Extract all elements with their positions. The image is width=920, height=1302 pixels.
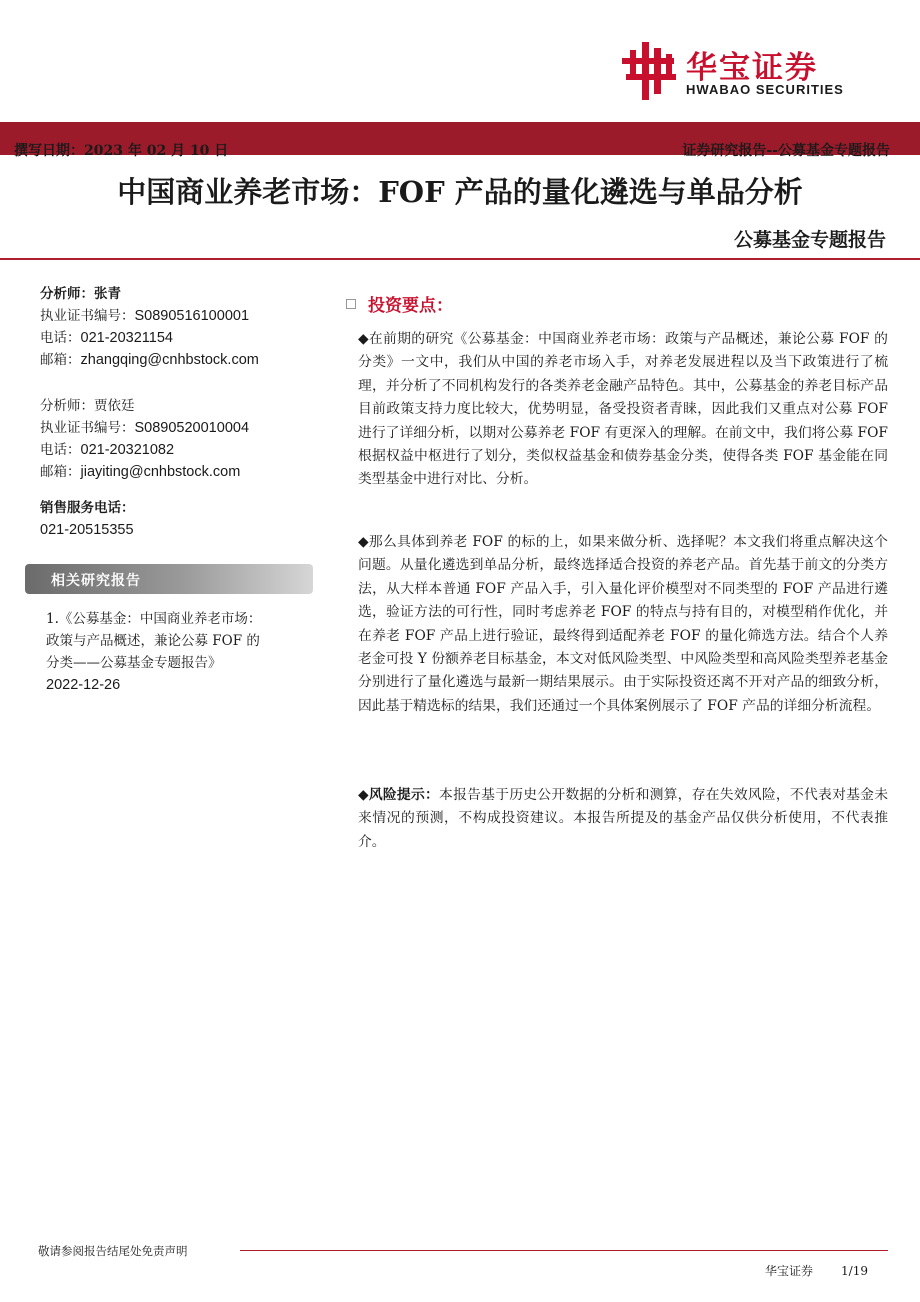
related-research-heading: [25, 564, 313, 594]
diamond-bullet-icon: ◆: [358, 534, 369, 550]
footer-divider: [240, 1250, 888, 1251]
footer-company: 华宝证券: [765, 1264, 814, 1278]
risk-label: 风险提示：: [368, 787, 440, 803]
analyst-2-phone: [40, 439, 320, 461]
report-date: 撰写日期：2023 年 02 月 10 日: [14, 143, 229, 159]
company-logo: [620, 40, 882, 102]
analyst-1-cert: [40, 305, 320, 327]
analyst-1-email: [40, 349, 320, 371]
footer-info: [765, 1262, 868, 1279]
report-title: 中国商业养老市场：FOF 产品的量化遴选与单品分析: [117, 175, 803, 209]
email-label: 邮箱：: [40, 352, 81, 368]
email-label: 邮箱：: [40, 464, 81, 480]
logo-en-text: HWABAO SECURITIES: [686, 82, 844, 97]
key-points-heading: [346, 291, 453, 316]
hwabao-logo-icon: [620, 40, 680, 102]
diamond-bullet-icon: ◆: [358, 331, 369, 347]
analyst-1-name: 分析师：张青: [40, 286, 121, 302]
sales-label: 销售服务电话：: [40, 500, 135, 516]
phone-number: 021-20321154: [80, 330, 173, 346]
report-subtitle: 公募基金专题报告: [733, 229, 886, 251]
title-divider: [0, 258, 920, 260]
analyst-1-phone: [40, 327, 320, 349]
related-line-2: 政策与产品概述，兼论公募 FOF 的: [46, 633, 260, 649]
key-points-heading-text: 投资要点：: [368, 296, 453, 316]
paragraph-text: 那么具体到养老 FOF 的标的上，如果来做分析、选择呢？本文我们将重点解决这个问题。从量化遴选到单品分析，最终选择适合投资的养老产品。首先基于前文的分类方法，从大样本普通 FOF 产品入手，引入量化评价模型对不同类型的 FOF 产品进行遴选，验证方法的可行性，同时考虑养老 FOF 的特点与持有目的，对模型稍作优化，并在养老 FOF 产品上进行验证，最终得到适配养老 FOF 的量化筛选方法。结合个人养老金可投 Y 份额养老目标基金，本文对低风险类型、中风险类型和高风险类型养老基金分别进行了量化遴选与最新一期结果展示。由于实际投资还离不开对产品的细致分析，因此基于精选标的结果，我们还通过一个具体案例展示了 FOF 产品的详细分析流程。: [358, 534, 888, 714]
logo-cn-text: 华宝证券: [686, 50, 818, 86]
cert-label: 执业证书编号：: [40, 420, 135, 436]
related-date: 2022-12-26: [46, 677, 121, 693]
report-type: 证券研究报告--公募基金专题报告: [682, 143, 890, 159]
diamond-bullet-icon: ◆: [358, 787, 369, 803]
disclaimer-note: 敬请参阅报告结尾处免责声明: [38, 1244, 188, 1258]
related-research-heading-text: 相关研究报告: [51, 573, 141, 589]
cert-label: 执业证书编号：: [40, 308, 135, 324]
paragraph-text: 在前期的研究《公募基金：中国商业养老市场：政策与产品概述，兼论公募 FOF 的分类》一文中，我们从中国的养老市场入手，对养老发展进程以及当下政策进行了梳理，并分析了不同机构发行的各类养老金融产品特色。其中，公募基金的养老目标产品目前政策支持力度比较大，优势明显，备受投资者青睐，因此我们又重点对公募 FOF 进行了详细分析，以期对公募养老 FOF 有更深入的理解。在前文中，我们将公募 FOF 根据权益中枢进行了划分，类似权益基金和债券基金分类，使得各类 FOF 基金能在同类型基金中进行对比、分析。: [358, 331, 888, 488]
key-point-paragraph-2: [358, 531, 888, 718]
phone-label: 电话：: [40, 330, 81, 346]
phone-label: 电话：: [40, 442, 81, 458]
key-point-paragraph-1: [358, 328, 888, 492]
related-research-item[interactable]: [46, 608, 306, 696]
phone-number: 021-20321082: [80, 442, 175, 458]
analyst-column: [40, 283, 320, 541]
checkbox-icon: [346, 299, 356, 309]
email-address[interactable]: jiayiting@cnhbstock.com: [80, 464, 241, 480]
analyst-2-cert: [40, 417, 320, 439]
page-number: 1/19: [841, 1264, 868, 1278]
related-line-1: 1.《公募基金：中国商业养老市场：: [46, 611, 262, 627]
analyst-2-email: [40, 461, 320, 483]
related-line-3: 分类——公募基金专题报告》: [46, 655, 222, 671]
email-address[interactable]: zhangqing@cnhbstock.com: [80, 352, 259, 368]
analyst-2-name: 分析师：贾依廷: [40, 398, 135, 414]
cert-number: S0890516100001: [134, 308, 250, 324]
sales-phone: 021-20515355: [40, 522, 134, 538]
cert-number: S0890520010004: [134, 420, 250, 436]
risk-warning: [358, 784, 888, 854]
risk-text: 本报告基于历史公开数据的分析和测算，存在失效风险，不代表对基金未来情况的预测，不构成投资建议。本报告所提及的基金产品仅供分析使用，不代表推介。: [358, 787, 888, 850]
